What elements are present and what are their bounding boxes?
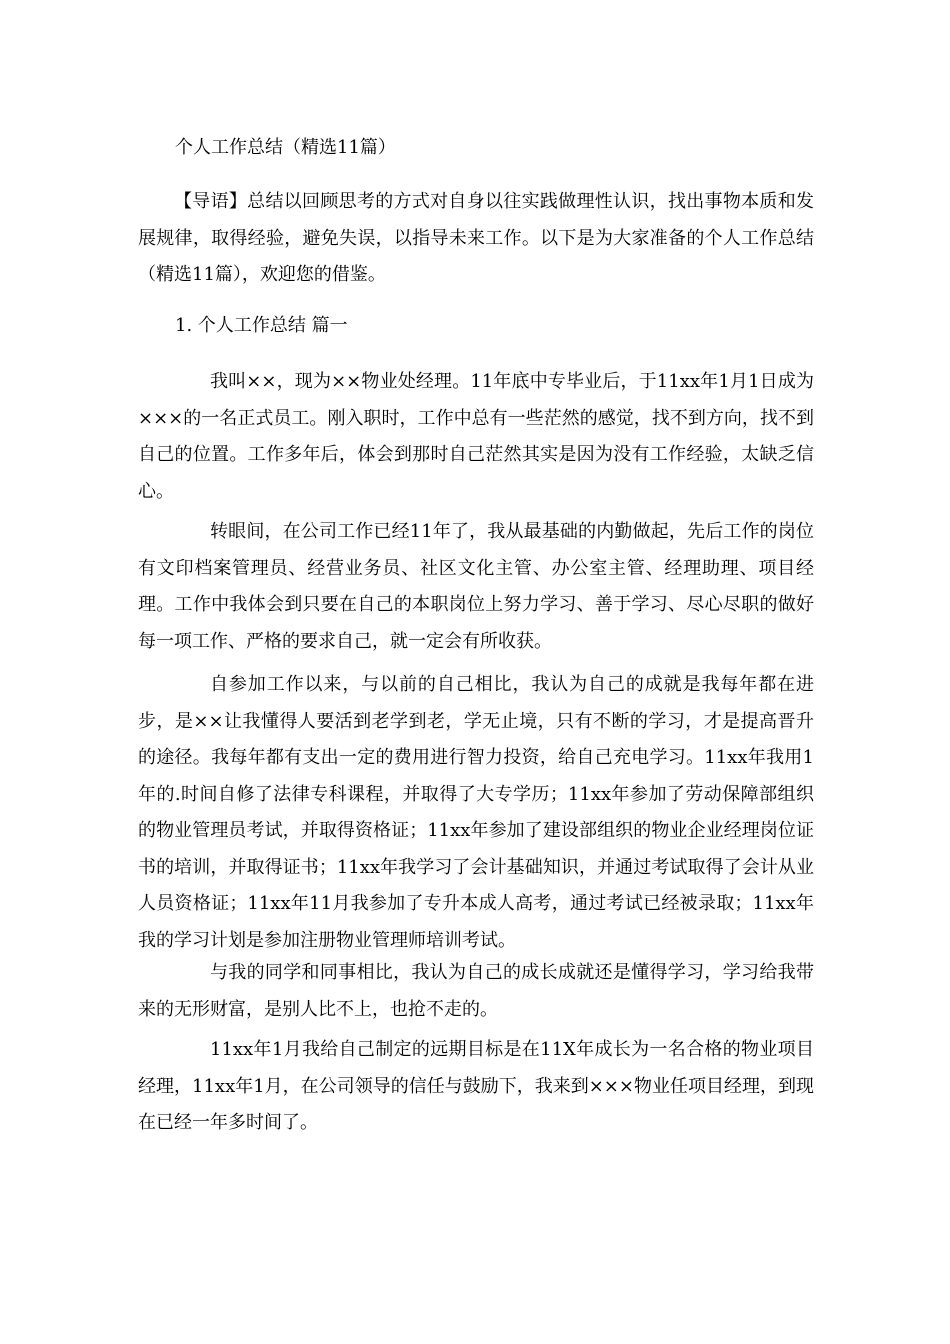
body-paragraph: 11xx年1月我给自己制定的远期目标是在11X年成长为一名合格的物业项目经理，11xx年1月，在公司领导的信任与鼓励下，我来到×××物业任项目经理，到现在已经一年多时间了。 — [138, 1039, 814, 1133]
section-heading: 1. 个人工作总结 篇一 — [175, 315, 348, 336]
body-paragraph: 自参加工作以来，与以前的自己相比，我认为自己的成就是我每年都在进步，是××让我懂得人要活到老学到老，学无止境，只有不断的学习，才是提高晋升的途径。我每年都有支出一定的费用进行智力投资，给自己充电学习。11xx年我用1年的.时间自修了法律专科课程，并取得了大专学历；11xx年参加了劳动保障部组织的物业管理员考试，并取得资格证；11xx年参加了建设部组织的物业企业经理岗位证书的培训，并取得证书；11xx年我学习了会计基础知识，并通过考试取得了会计从业人员资格证；11xx年11月我参加了专升本成人高考，通过考试已经被录取；11xx年我的学习计划是参加注册物业管理师培训考试。 — [138, 674, 814, 951]
document-title: 个人工作总结（精选11篇） — [175, 137, 396, 158]
body-paragraph: 与我的同学和同事相比，我认为自己的成长成就还是懂得学习，学习给我带来的无形财富，是别人比不上，也抢不走的。 — [138, 962, 814, 1020]
intro-paragraph: 【导语】总结以回顾思考的方式对自身以往实践做理性认识，找出事物本质和发展规律，取得经验，避免失误，以指导未来工作。以下是为大家准备的个人工作总结（精选11篇），欢迎您的借鉴。 — [138, 191, 814, 285]
body-paragraph: 转眼间，在公司工作已经11年了，我从最基础的内勤做起，先后工作的岗位有文印档案管理员、经营业务员、社区文化主管、办公室主管、经理助理、项目经理。工作中我体会到只要在自己的本职岗位上努力学习、善于学习、尽心尽职的做好每一项工作、严格的要求自己，就一定会有所收获。 — [138, 521, 814, 652]
body-paragraph: 我叫××，现为××物业处经理。11年底中专毕业后，于11xx年1月1日成为×××的一名正式员工。刚入职时，工作中总有一些茫然的感觉，找不到方向，找不到自己的位置。工作多年后，体会到那时自己茫然其实是因为没有工作经验，太缺乏信心。 — [138, 371, 814, 502]
